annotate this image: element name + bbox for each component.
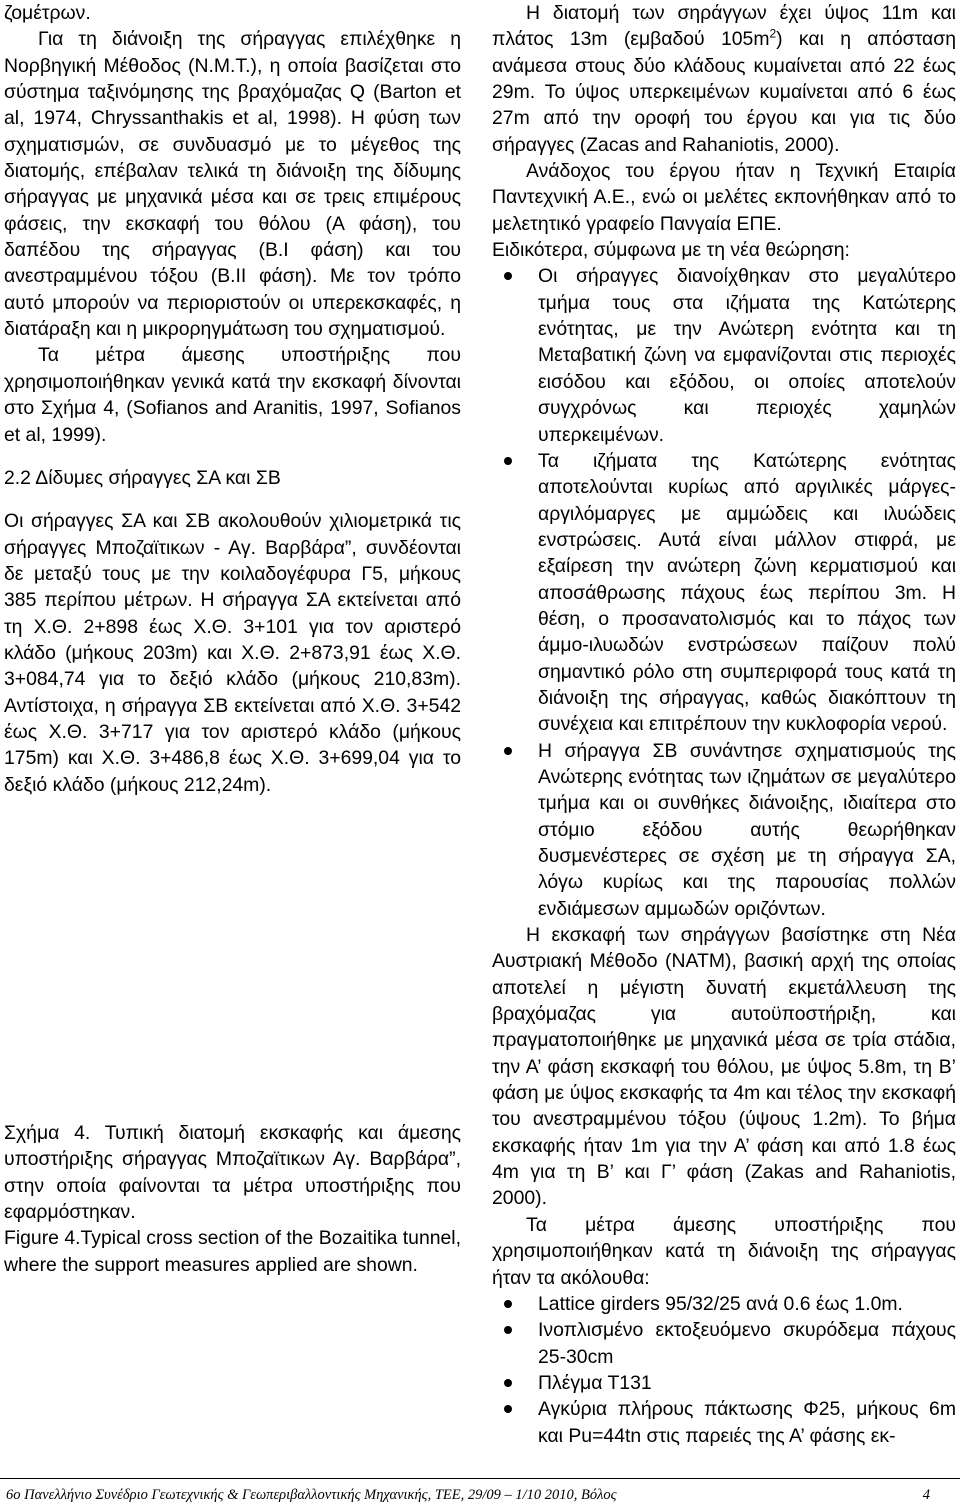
bullet-dot-icon — [504, 1405, 512, 1413]
list-item — [492, 263, 956, 447]
list-item-text: Ινοπλισμένο εκτοξευόμενο σκυρόδεμα πάχους 25-30cm — [538, 1319, 956, 1368]
list-item — [492, 1291, 956, 1317]
spacer — [4, 491, 461, 508]
bullet-dot-icon — [504, 747, 512, 755]
list-item-text: Αγκύρια πλήρους πάκτωσης Φ25, μήκους 6m και Pu=44tn στις παρειές της Α’ φάσης εκ- — [538, 1398, 956, 1447]
cross-section-text-b: ) και η απόσταση ανάμεσα στους δύο κλάδους κυμαίνεται από 22 έως 29m. Το ύψος υπερκειμένων κυμαίνεται από 6 έως 27m από την οροφή του έργου και για τις δύο σήραγγες (Zacas and Rahaniotis, 2000). — [492, 28, 956, 156]
bullet-list-geology — [492, 263, 956, 922]
paragraph-support-list-intro: Τα μέτρα άμεσης υποστήριξης που χρησιμοποιήθηκαν κατά τη διάνοιξη της σήραγγας ήταν τα ακόλουθα: — [492, 1213, 956, 1289]
figure-caption-greek: Σχήμα 4. Τυπική διατομή εκσκαφής και άμεσης υποστήριξης σήραγγας Μποζαϊτικων Αγ. Βαρβάρα”, στην οποία φαίνονται τα μέτρα υποστήριξης που εφαρμόστηκαν. — [4, 1121, 461, 1223]
list-item-text: Lattice girders 95/32/25 ανά 0.6 έως 1.0m. — [538, 1292, 903, 1315]
list-item-text: Τα ιζήματα της Κατώτερης ενότητας αποτελούνται κυρίως από αργιλικές μάργες- αργιλόμαργες με αμμώδεις και ιλυώδεις ενστρώσεις. Αυτά είναι μάλλον στιφρά, με εξαίρεση την ανώτερη ζώνη κερματισμού και αποσάθρωσης πάχους έως περίπου 3m. Η θέση, ο προσανατολισμός και το πάχος των άμμο-ιλυωδών ενστρώσεων παίζουν πολύ σημαντικό ρόλο στη συμπεριφορά τους κατά τη διάνοιξη της σήραγγας, καθώς διακόπτουν τη συνέχεια και επιτρέπουν την κυκλοφορία νερού. — [538, 449, 956, 736]
right-column — [492, 0, 956, 1449]
list-item-text: Οι σήραγγες διανοίχθηκαν στο μεγαλύτερο τμήμα τους στα ιζήματα της Κατώτερης ενότητας, με την Ανώτερη ενότητα και τη Μεταβατική ζώνη να εμφανίζονται στις περιοχές εισόδου και εξόδου, οι οποίες αποτελούν συγχρόνως και περιοχές χαμηλών υπερκειμένων. — [538, 265, 956, 446]
list-item — [492, 448, 956, 738]
paragraph-new-view: Ειδικότερα, σύμφωνα με τη νέα θεώρηση: — [492, 239, 850, 262]
list-item — [492, 1317, 956, 1370]
left-column — [4, 0, 461, 1278]
list-item — [492, 1396, 956, 1449]
paragraph-nmt-method: Για τη διάνοιξη της σήραγγας επιλέχθηκε η Νορβηγική Μέθοδος (Ν.Μ.Τ.), η οποία βασίζεται στο σύστημα ταξινόμησης της βραχόμαζας Q (Barton et al, 1974, Chryssanthakis et al, 1998). Η φύση των σχηματισμών, σε συνδυασμό με το μέγεθος της διατομής, επέβαλαν τελικά τη διάνοιξη της δίδυμης σήραγγας με μηχανικά μέσα και σε τρεις επιμέρους φάσεις, την εκσκαφή του θόλου (Α φάση), του δαπέδου της σήραγγας (Β.Ι φάση) και του ανεστραμμένου τόξου (Β.ΙΙ φάση). Με τον τρόπο αυτό μπορούν να περιοριστούν οι υπερεκσκαφές, η διατάραξη και η μικρορηγμάτωση του σχηματισμού. — [4, 28, 461, 341]
paragraph-natm: Η εκσκαφή των σηράγγων βασίστηκε στη Νέα Αυστριακή Μέθοδο (ΝΑΤΜ), βασική αρχή της οποίας αποτελεί η μέγιστη δυνατή εκμετάλλευση της βραχόμαζας για αυτοϋποστήριξη, και πραγματοποιήθηκε με μηχανικά μέσα σε τρία στάδια, την Α’ φάση εκσκαφή του θόλου, με ύψος 5.8m, τη Β’ φάση με ύψος εκσκαφής τα 4m και τέλος την εκσκαφή του ανεστραμμένου τόξου (ύψους 1.2m). Το βήμα εκσκαφής ήταν 1m για την Α’ φάση και από 1.8 έως 4m για τη Β’ και Γ’ φάση (Zakas and Rahaniotis, 2000). — [492, 924, 956, 1210]
list-item-text: Η σήραγγα ΣΒ συνάντησε σχηματισμούς της Ανώτερης ενότητας των ιζημάτων σε μεγαλύτερο τμήμα και οι συνθήκες διάνοιξης, ιδιαίτερα στο στόμιο εξόδου αυτής θεωρήθηκαν δυσμενέστερες σε σχέση με τη σήραγγα ΣΑ, λόγω κυρίως και της παρουσίας πολλών ενδιάμεσων αμμωδών οριζόντων. — [538, 739, 956, 920]
paragraph-cross-section — [492, 0, 956, 158]
paragraph-support-measures: Τα μέτρα άμεσης υποστήριξης που χρησιμοποιήθηκαν γενικά κατά την εκσκαφή δίνονται στο Σχήμα 4, (Sofianos and Aranitis, 1997, Sofianos et al, 1999). — [4, 344, 461, 446]
bullet-dot-icon — [504, 1326, 512, 1334]
list-item — [492, 1370, 956, 1396]
footer-conference: 6ο Πανελλήνιο Συνέδριο Γεωτεχνικής & Γεωπεριβαλλοντικής Μηχανικής, ΤΕΕ, 29/09 – 1/10 2010, Βόλος — [6, 1487, 617, 1503]
spacer — [4, 448, 461, 465]
figure-caption-english: Figure 4.Typical cross section of the Bozaitika tunnel, where the support measures applied are shown. — [4, 1227, 461, 1276]
list-item — [492, 738, 956, 922]
bullet-dot-icon — [504, 1300, 512, 1308]
paragraph-contractor: Ανάδοχος του έργου ήταν η Τεχνική Εταιρία Παντεχνική Α.Ε., ενώ οι μελέτες εκπονήθηκαν από το μελετητικό γραφείο Πανγαία ΕΠΕ. — [492, 160, 956, 235]
bullet-list-support — [492, 1291, 956, 1449]
cross-section-text-a: Η διατομή των σηράγγων έχει ύψος 11m και πλάτος 13m (εμβαδού 105m — [492, 2, 956, 51]
bullet-dot-icon — [504, 457, 512, 465]
footer-rule — [0, 1478, 960, 1479]
paragraph-continuation: ζομέτρων. — [4, 2, 91, 24]
bullet-dot-icon — [504, 272, 512, 280]
section-heading: 2.2 Δίδυμες σήραγγες ΣΑ και ΣΒ — [4, 466, 281, 489]
bullet-dot-icon — [504, 1379, 512, 1387]
figure-placeholder — [4, 798, 461, 1120]
paragraph-twin-tunnels: Οι σήραγγες ΣΑ και ΣΒ ακολουθούν χιλιομετρικά τις σήραγγες Μποζαϊτικων - Αγ. Βαρβάρα”, συνδέονται δε μεταξύ τους με την κοιλαδογέφυρα Γ5, μήκους 385 περίπου μέτρων. Η σήραγγα ΣΑ εκτείνεται από τη Χ.Θ. 2+898 έως Χ.Θ. 3+101 για τον αριστερό κλάδο (μήκους 203m) και Χ.Θ. 2+873,91 έως Χ.Θ. 3+084,74 για το δεξιό κλάδο (μήκους 210,83m). Αντίστοιχα, η σήραγγα ΣΒ εκτείνεται από Χ.Θ. 3+542 έως Χ.Θ. 3+717 για τον αριστερό κλάδο (μήκους 175m) και Χ.Θ. 3+486,8 έως Χ.Θ. 3+699,04 για το δεξιό κλάδο (μήκους 212,24m). — [4, 510, 461, 796]
list-item-text: Πλέγμα Τ131 — [538, 1371, 652, 1394]
page-number: 4 — [922, 1487, 930, 1503]
superscript-2: 2 — [769, 26, 777, 41]
page-footer — [0, 1478, 960, 1505]
